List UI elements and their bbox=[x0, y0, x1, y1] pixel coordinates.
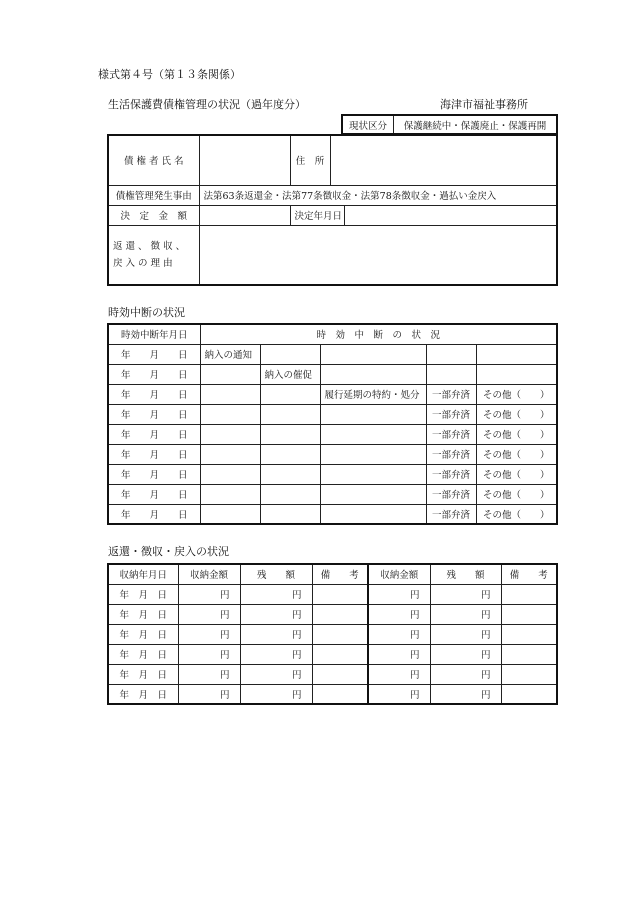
collection-amount-cell[interactable]: 円 bbox=[178, 584, 240, 604]
prescription-cell[interactable] bbox=[320, 504, 426, 524]
collection-note-cell[interactable] bbox=[312, 684, 368, 704]
collection-amount-cell[interactable]: 円 bbox=[430, 664, 501, 684]
collection-row bbox=[108, 624, 557, 644]
collection-date-cell[interactable]: 年 月 日 bbox=[108, 644, 178, 664]
prescription-cell[interactable] bbox=[200, 444, 260, 464]
prescription-cell[interactable]: 一部弁済 bbox=[426, 444, 476, 464]
prescription-cell[interactable] bbox=[476, 344, 557, 364]
prescription-date-cell[interactable]: 年 月 日 bbox=[108, 384, 200, 404]
prescription-row bbox=[108, 464, 557, 484]
prescription-cell[interactable] bbox=[200, 404, 260, 424]
collection-amount-cell[interactable]: 円 bbox=[178, 624, 240, 644]
prescription-cell[interactable] bbox=[476, 364, 557, 384]
prescription-cell[interactable]: その他（ ） bbox=[476, 424, 557, 444]
collection-note-cell[interactable] bbox=[501, 684, 557, 704]
prescription-cell[interactable]: 一部弁済 bbox=[426, 384, 476, 404]
prescription-cell[interactable] bbox=[260, 404, 320, 424]
address-field[interactable] bbox=[330, 135, 557, 185]
collection-amount-cell[interactable]: 円 bbox=[240, 664, 312, 684]
collection-amount-cell[interactable]: 円 bbox=[368, 584, 430, 604]
prescription-cell[interactable] bbox=[260, 384, 320, 404]
collection-amount-cell[interactable]: 円 bbox=[368, 684, 430, 704]
prescription-cell[interactable] bbox=[426, 364, 476, 384]
collection-row bbox=[108, 684, 557, 704]
status-label: 現状区分 bbox=[342, 115, 394, 134]
prescription-table bbox=[107, 323, 558, 525]
prescription-cell[interactable] bbox=[320, 404, 426, 424]
prescription-cell[interactable] bbox=[200, 504, 260, 524]
collection-note-cell[interactable] bbox=[501, 604, 557, 624]
prescription-row bbox=[108, 404, 557, 424]
prescription-cell[interactable] bbox=[260, 464, 320, 484]
prescription-cell[interactable] bbox=[260, 504, 320, 524]
collection-amount-cell[interactable]: 円 bbox=[240, 604, 312, 624]
prescription-cell[interactable]: その他（ ） bbox=[476, 504, 557, 524]
reason-label-line2: 戻 入 の 理 由 bbox=[113, 257, 173, 269]
prescription-cell[interactable]: 一部弁済 bbox=[426, 404, 476, 424]
prescription-date-cell[interactable]: 年 月 日 bbox=[108, 464, 200, 484]
collection-note-cell[interactable] bbox=[312, 644, 368, 664]
creditor-name-field[interactable] bbox=[199, 135, 290, 185]
prescription-cell[interactable]: その他（ ） bbox=[476, 404, 557, 424]
collection-section-title: 返還・徴収・戻入の状況 bbox=[108, 545, 229, 558]
prescription-cell[interactable]: 履行延期の特約・処分 bbox=[320, 384, 426, 404]
collection-row bbox=[108, 604, 557, 624]
collection-note-cell[interactable] bbox=[501, 644, 557, 664]
collection-amount-cell[interactable]: 円 bbox=[178, 644, 240, 664]
collection-header: 残 額 bbox=[430, 564, 501, 584]
collection-amount-cell[interactable]: 円 bbox=[430, 624, 501, 644]
collection-amount-cell[interactable]: 円 bbox=[368, 624, 430, 644]
prescription-cell[interactable]: 一部弁済 bbox=[426, 424, 476, 444]
prescription-date-cell[interactable]: 年 月 日 bbox=[108, 424, 200, 444]
collection-header: 残 額 bbox=[240, 564, 312, 584]
form-number: 様式第４号（第１３条関係） bbox=[98, 68, 241, 81]
prescription-cell[interactable] bbox=[260, 424, 320, 444]
prescription-cell[interactable] bbox=[260, 344, 320, 364]
status-value: 保護継続中・保護廃止・保護再開 bbox=[394, 115, 558, 134]
collection-amount-cell[interactable]: 円 bbox=[240, 684, 312, 704]
prescription-date-cell[interactable]: 年 月 日 bbox=[108, 444, 200, 464]
collection-date-cell[interactable]: 年 月 日 bbox=[108, 624, 178, 644]
collection-date-cell[interactable]: 年 月 日 bbox=[108, 604, 178, 624]
collection-amount-cell[interactable]: 円 bbox=[430, 684, 501, 704]
prescription-row bbox=[108, 344, 557, 364]
collection-amount-cell[interactable]: 円 bbox=[368, 664, 430, 684]
prescription-row bbox=[108, 384, 557, 404]
prescription-cell[interactable]: その他（ ） bbox=[476, 484, 557, 504]
collection-date-cell[interactable]: 年 月 日 bbox=[108, 664, 178, 684]
prescription-date-cell[interactable]: 年 月 日 bbox=[108, 484, 200, 504]
collection-amount-cell[interactable]: 円 bbox=[240, 644, 312, 664]
collection-amount-cell[interactable]: 円 bbox=[368, 644, 430, 664]
prescription-cell[interactable]: その他（ ） bbox=[476, 444, 557, 464]
collection-note-cell[interactable] bbox=[312, 664, 368, 684]
page-title: 生活保護費債権管理の状況（過年度分） bbox=[108, 98, 306, 111]
collection-header: 収納金額 bbox=[178, 564, 240, 584]
reason-label-line1: 返 還 、 徴 収 、 bbox=[113, 240, 186, 252]
cause-value: 法第63条返還金・法第77条徴収金・法第78条徴収金・過払い金戻入 bbox=[199, 185, 557, 205]
prescription-cell[interactable] bbox=[320, 464, 426, 484]
prescription-cell[interactable] bbox=[320, 344, 426, 364]
prescription-date-cell[interactable]: 年 月 日 bbox=[108, 364, 200, 384]
collection-date-cell[interactable]: 年 月 日 bbox=[108, 684, 178, 704]
amount-field[interactable] bbox=[199, 205, 290, 225]
prescription-cell[interactable]: 一部弁済 bbox=[426, 484, 476, 504]
prescription-cell[interactable] bbox=[320, 424, 426, 444]
collection-note-cell[interactable] bbox=[312, 604, 368, 624]
prescription-cell[interactable] bbox=[320, 444, 426, 464]
prescription-cell[interactable]: 納入の催促 bbox=[260, 364, 320, 384]
collection-amount-cell[interactable]: 円 bbox=[240, 584, 312, 604]
reason-field[interactable] bbox=[199, 225, 557, 285]
decision-date-field[interactable] bbox=[344, 205, 557, 225]
collection-note-cell[interactable] bbox=[312, 624, 368, 644]
cause-label: 債権管理発生事由 bbox=[108, 185, 199, 205]
address-label: 住 所 bbox=[290, 135, 330, 185]
prescription-cell[interactable] bbox=[200, 464, 260, 484]
collection-amount-cell[interactable]: 円 bbox=[178, 664, 240, 684]
collection-header: 収納金額 bbox=[368, 564, 430, 584]
collection-note-cell[interactable] bbox=[312, 584, 368, 604]
collection-amount-cell[interactable]: 円 bbox=[178, 604, 240, 624]
prescription-cell[interactable]: その他（ ） bbox=[476, 464, 557, 484]
prescription-date-cell[interactable]: 年 月 日 bbox=[108, 344, 200, 364]
prescription-cell[interactable] bbox=[260, 484, 320, 504]
prescription-cell[interactable] bbox=[200, 484, 260, 504]
prescription-cell[interactable]: 一部弁済 bbox=[426, 464, 476, 484]
prescription-cell[interactable] bbox=[320, 364, 426, 384]
collection-amount-cell[interactable]: 円 bbox=[430, 644, 501, 664]
collection-header: 収納年月日 bbox=[108, 564, 178, 584]
collection-header: 備 考 bbox=[501, 564, 557, 584]
prescription-date-header: 時効中断年月日 bbox=[108, 324, 200, 344]
collection-amount-cell[interactable]: 円 bbox=[430, 604, 501, 624]
amount-label: 決 定 金 額 bbox=[108, 205, 199, 225]
collection-note-cell[interactable] bbox=[501, 624, 557, 644]
reason-label bbox=[108, 225, 199, 285]
prescription-cell[interactable] bbox=[200, 424, 260, 444]
collection-header: 備 考 bbox=[312, 564, 368, 584]
prescription-cell[interactable] bbox=[320, 484, 426, 504]
collection-amount-cell[interactable]: 円 bbox=[368, 604, 430, 624]
collection-row bbox=[108, 584, 557, 604]
prescription-cell[interactable] bbox=[200, 384, 260, 404]
collection-amount-cell[interactable]: 円 bbox=[178, 684, 240, 704]
prescription-row bbox=[108, 364, 557, 384]
collection-note-cell[interactable] bbox=[501, 664, 557, 684]
collection-note-cell[interactable] bbox=[501, 584, 557, 604]
prescription-row bbox=[108, 484, 557, 504]
prescription-row bbox=[108, 424, 557, 444]
collection-date-cell[interactable]: 年 月 日 bbox=[108, 584, 178, 604]
prescription-cell[interactable] bbox=[200, 364, 260, 384]
collection-row bbox=[108, 664, 557, 684]
prescription-cell[interactable]: 一部弁済 bbox=[426, 504, 476, 524]
prescription-cell[interactable]: 納入の通知 bbox=[200, 344, 260, 364]
office-name: 海津市福祉事務所 bbox=[440, 98, 528, 111]
collection-row bbox=[108, 644, 557, 664]
prescription-date-cell[interactable]: 年 月 日 bbox=[108, 404, 200, 424]
creditor-name-label: 債 権 者 氏 名 bbox=[108, 135, 199, 185]
collection-amount-cell[interactable]: 円 bbox=[430, 584, 501, 604]
prescription-row bbox=[108, 444, 557, 464]
info-table bbox=[107, 134, 558, 286]
prescription-cell[interactable] bbox=[426, 344, 476, 364]
prescription-cell[interactable]: その他（ ） bbox=[476, 384, 557, 404]
prescription-date-cell[interactable]: 年 月 日 bbox=[108, 504, 200, 524]
collection-table bbox=[107, 563, 558, 705]
decision-date-label: 決定年月日 bbox=[290, 205, 344, 225]
status-box bbox=[341, 114, 558, 135]
prescription-cell[interactable] bbox=[260, 444, 320, 464]
prescription-row bbox=[108, 504, 557, 524]
prescription-status-header: 時 効 中 断 の 状 況 bbox=[200, 324, 557, 344]
collection-amount-cell[interactable]: 円 bbox=[240, 624, 312, 644]
prescription-section-title: 時効中断の状況 bbox=[108, 306, 185, 319]
